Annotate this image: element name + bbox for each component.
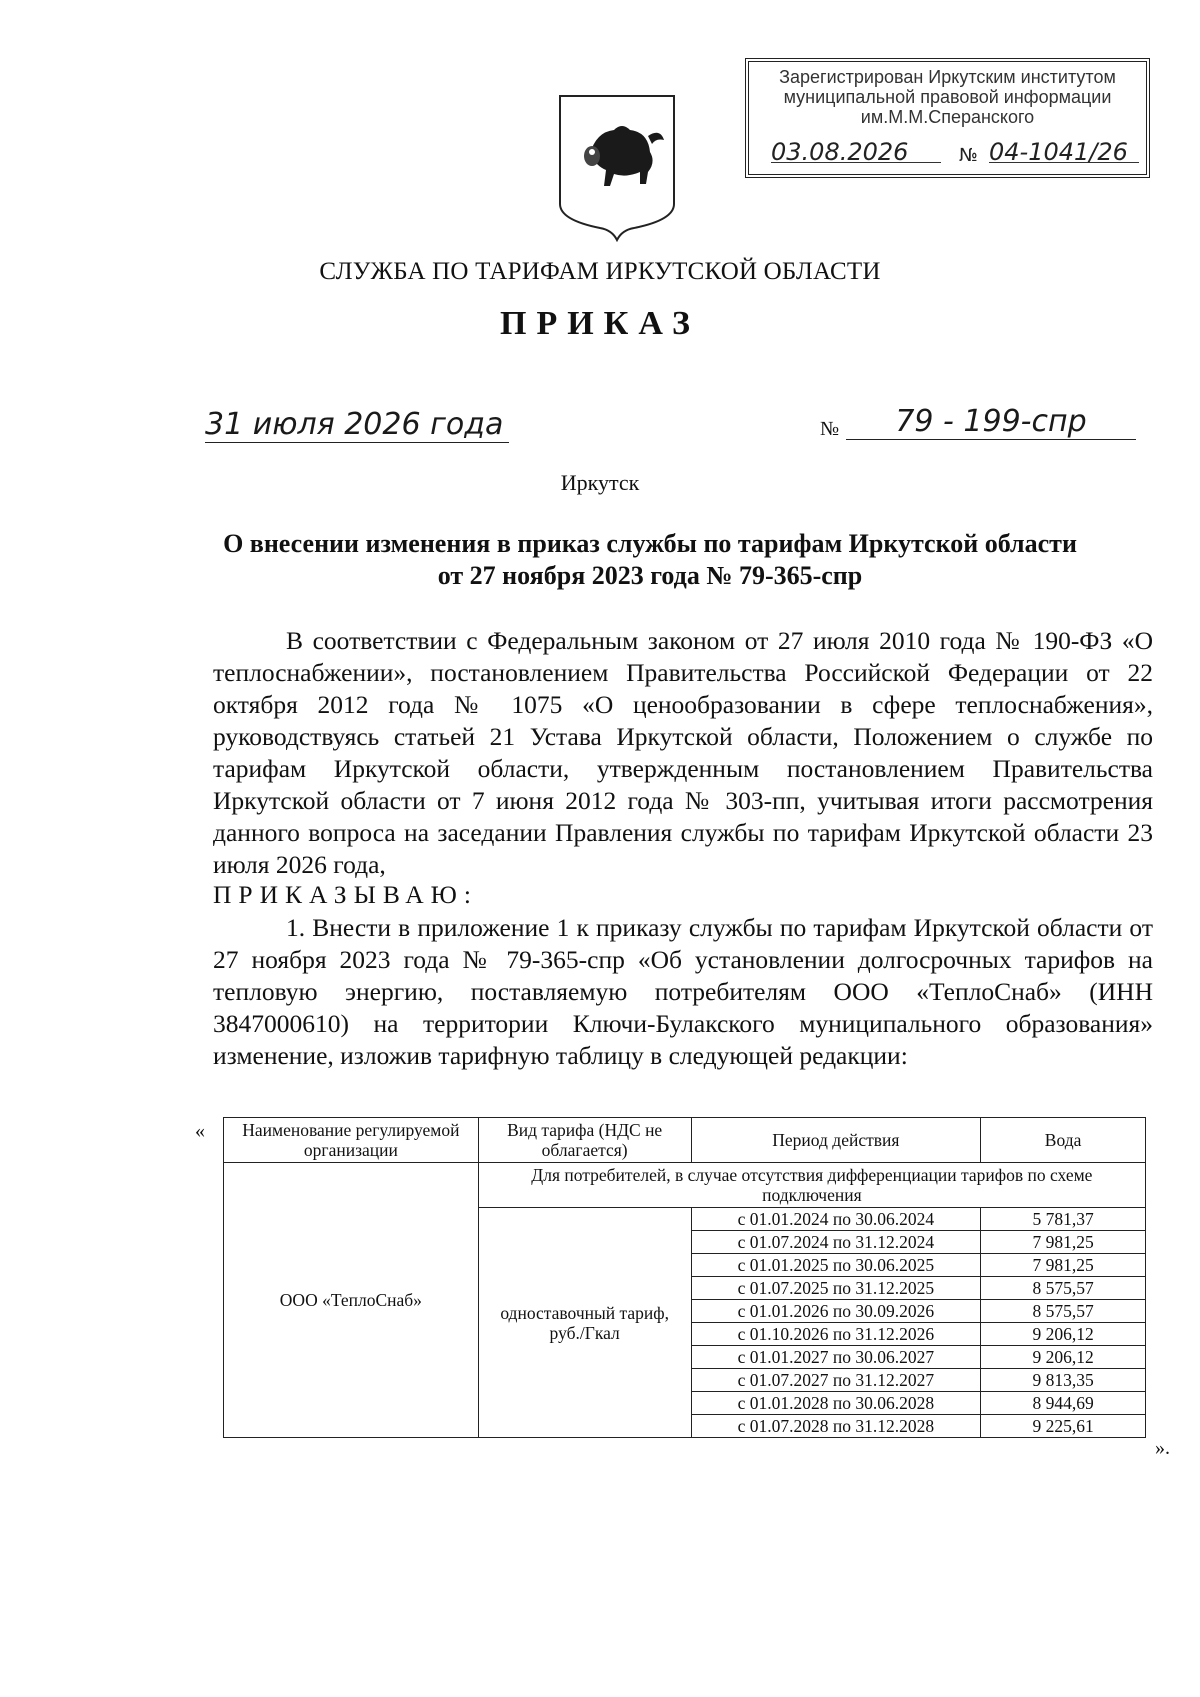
period-cell: с 01.07.2027 по 31.12.2027 <box>691 1369 981 1392</box>
closing-quote: ». <box>1155 1437 1170 1459</box>
period-cell: с 01.07.2024 по 31.12.2024 <box>691 1231 981 1254</box>
consumer-group-row: Для потребителей, в случае отсутствия дифференциации тарифов по схеме подключения <box>478 1163 1145 1208</box>
organization-cell: ООО «ТеплоСнаб» <box>224 1163 479 1438</box>
period-cell: с 01.01.2024 по 30.06.2024 <box>691 1208 981 1231</box>
water-tariff-value: 7 981,25 <box>981 1231 1146 1254</box>
decree-word: ПРИКАЗЫВАЮ: <box>213 880 478 909</box>
water-tariff-value: 9 813,35 <box>981 1369 1146 1392</box>
period-cell: с 01.01.2026 по 30.09.2026 <box>691 1300 981 1323</box>
item-1-paragraph: 1. Внести в приложение 1 к приказу службы по тарифам Иркутской области от 27 ноября 2023 года № 79-365-спр «Об установлении долгосрочных тарифов на тепловую энергию, поставляемую потребителям ООО «ТеплоСнаб» (ИНН 3847000610) на территории Ключи-Булакского муниципального образования» изменение, изложив тарифную таблицу в следующей редакции: <box>213 913 1153 1070</box>
header-tariff-type: Вид тарифа (НДС не облагается) <box>478 1118 691 1163</box>
tariff-kind-cell: одноставочный тариф, руб./Гкал <box>478 1208 691 1438</box>
period-cell: с 01.01.2028 по 30.06.2028 <box>691 1392 981 1415</box>
order-number-label: № <box>820 418 840 440</box>
stamp-line-2: муниципальной правовой информации <box>783 87 1112 107</box>
stamp-registration-date: 03.08.2026 <box>771 142 941 163</box>
water-tariff-value: 9 206,12 <box>981 1346 1146 1369</box>
water-tariff-value: 9 225,61 <box>981 1415 1146 1438</box>
stamp-line-1: Зарегистрирован Иркутским институтом <box>779 67 1116 87</box>
stamp-registration-number: 04-1041/26 <box>989 142 1139 163</box>
water-tariff-value: 7 981,25 <box>981 1254 1146 1277</box>
document-title <box>150 528 1150 592</box>
water-tariff-value: 5 781,37 <box>981 1208 1146 1231</box>
preamble-paragraph: В соответствии с Федеральным законом от 27 июля 2010 года № 190-ФЗ «О теплоснабжении», постановлением Правительства Российской Федерации от 22 октября 2012 года № 1075 «О ценообразовании в сфере теплоснабжения», руководствуясь статьей 21 Устава Иркутской области, Положением о службе по тарифам Иркутской области, утвержденным постановлением Правительства Иркутской области от 7 июня 2012 года № 303-пп, учитывая итоги рассмотрения данного вопроса на заседании Правления службы по тарифам Иркутской области 23 июля 2026 года, <box>213 626 1153 879</box>
period-cell: с 01.01.2027 по 30.06.2027 <box>691 1346 981 1369</box>
coat-of-arms-emblem <box>556 92 678 242</box>
period-cell: с 01.10.2026 по 31.12.2026 <box>691 1323 981 1346</box>
registration-stamp <box>745 58 1150 178</box>
document-type: ПРИКАЗ <box>500 305 700 342</box>
agency-name: СЛУЖБА ПО ТАРИФАМ ИРКУТСКОЙ ОБЛАСТИ <box>319 258 881 285</box>
title-line-2: от 27 ноября 2023 года № 79-365-спр <box>437 561 863 590</box>
water-tariff-value: 8 575,57 <box>981 1277 1146 1300</box>
period-cell: с 01.01.2025 по 30.06.2025 <box>691 1254 981 1277</box>
city: Иркутск <box>560 470 640 495</box>
tariff-table <box>223 1117 1146 1438</box>
header-organization: Наименование регулируемой организации <box>224 1118 479 1163</box>
title-line-1: О внесении изменения в приказ службы по тарифам Иркутской области <box>223 529 1077 558</box>
stamp-line-3: им.М.М.Сперанского <box>860 107 1035 127</box>
header-water: Вода <box>981 1118 1146 1163</box>
opening-quote: « <box>195 1120 205 1142</box>
water-tariff-value: 9 206,12 <box>981 1323 1146 1346</box>
period-cell: с 01.07.2028 по 31.12.2028 <box>691 1415 981 1438</box>
period-cell: с 01.07.2025 по 31.12.2025 <box>691 1277 981 1300</box>
stamp-number-label: № <box>959 145 978 166</box>
order-number: 79 - 199-спр <box>846 404 1136 440</box>
header-period: Период действия <box>691 1118 981 1163</box>
water-tariff-value: 8 575,57 <box>981 1300 1146 1323</box>
water-tariff-value: 8 944,69 <box>981 1392 1146 1415</box>
order-date: 31 июля 2026 года <box>205 407 509 443</box>
